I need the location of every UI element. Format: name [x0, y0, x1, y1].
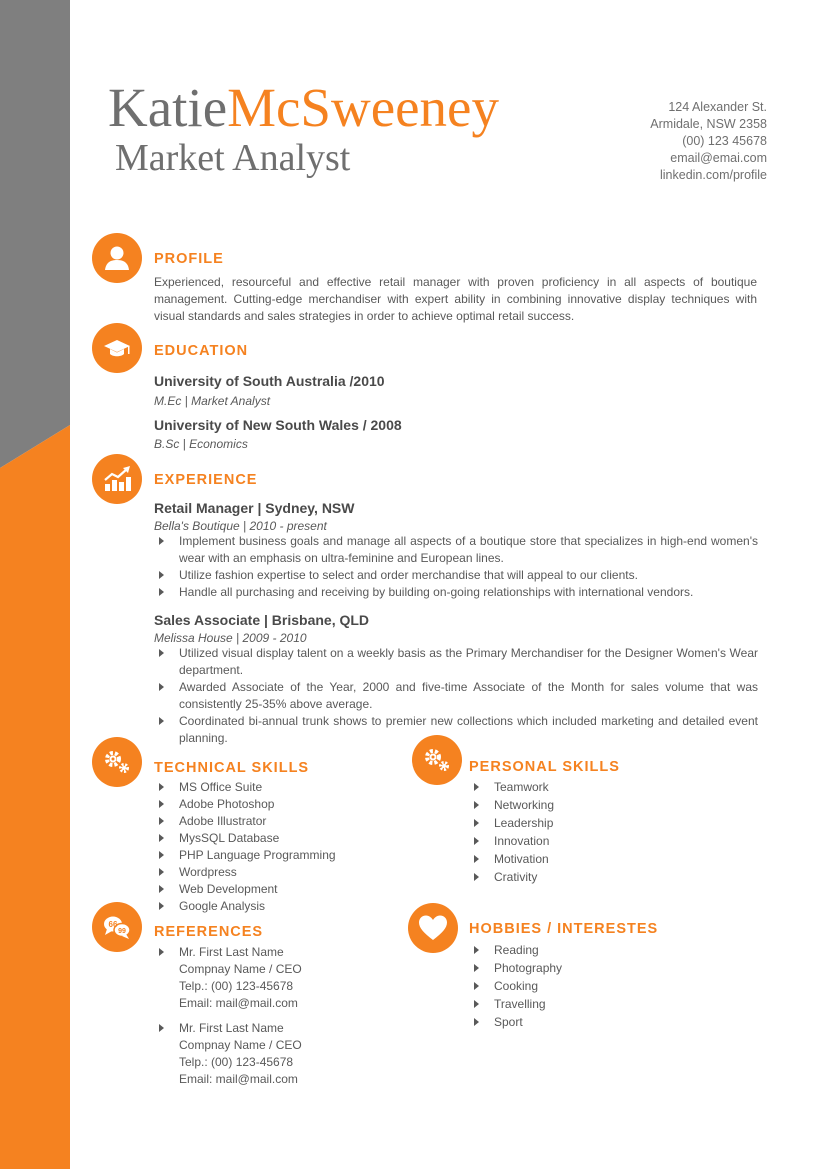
- svg-text:99: 99: [118, 928, 126, 935]
- job-company-2: Melissa House | 2009 - 2010: [154, 631, 307, 645]
- list-item: MysSQL Database: [154, 830, 394, 847]
- sidebar-decoration: [0, 0, 70, 1169]
- list-item: Crativity: [469, 869, 709, 886]
- gears-icon: [412, 735, 462, 785]
- reference-email-2: Email: mail@mail.com: [179, 1072, 298, 1086]
- personal-skills-heading: PERSONAL SKILLS: [469, 759, 620, 775]
- list-item: Reading: [469, 942, 709, 959]
- list-item: Utilize fashion expertise to select and order merchandise that will appeal to our clients.: [154, 567, 758, 584]
- contact-block: [650, 99, 767, 184]
- svg-text:66: 66: [108, 920, 118, 929]
- reference-phone-1: Telp.: (00) 123-45678: [179, 979, 294, 993]
- list-item: Utilized visual display talent on a weekly basis as the Primary Merchandiser for the Designer Women's Wear department.: [154, 645, 758, 679]
- list-item: Coordinated bi-annual trunk shows to premier new collections which included marketing and detailed event planning.: [154, 713, 758, 747]
- list-item: Motivation: [469, 851, 709, 868]
- reference-1: [154, 944, 394, 1012]
- hobbies-list: [469, 942, 709, 1031]
- profile-heading: PROFILE: [154, 251, 224, 267]
- candidate-name: [108, 78, 499, 138]
- list-item: Implement business goals and manage all aspects of a boutique store that specializes in high-end women's wear with an emphasis on ultra-feminine and European lines.: [154, 533, 758, 567]
- reference-name-1: Mr. First Last Name: [154, 944, 394, 961]
- reference-name-2: Mr. First Last Name: [154, 1020, 394, 1037]
- linkedin-link[interactable]: linkedin.com/profile: [660, 168, 767, 182]
- list-item: MS Office Suite: [154, 779, 394, 796]
- hobbies-heading: HOBBIES / INTERESTES: [469, 921, 659, 937]
- reference-company-1: Compnay Name / CEO: [179, 962, 302, 976]
- list-item: Teamwork: [469, 779, 709, 796]
- phone: (00) 123 45678: [682, 134, 767, 148]
- address-line1: 124 Alexander St.: [668, 100, 767, 114]
- list-item: Adobe Photoshop: [154, 796, 394, 813]
- reference-email-1: Email: mail@mail.com: [179, 996, 298, 1010]
- list-item: Travelling: [469, 996, 709, 1013]
- job-title-2: Sales Associate | Brisbane, QLD: [154, 612, 370, 628]
- experience-job-1: [154, 500, 758, 601]
- list-item: Leadership: [469, 815, 709, 832]
- list-item: Innovation: [469, 833, 709, 850]
- list-item: Google Analysis: [154, 898, 394, 915]
- experience-job-2: [154, 612, 758, 747]
- job-title: Market Analyst: [115, 137, 351, 179]
- first-name: Katie: [108, 77, 228, 138]
- job-company-1: Bella's Boutique | 2010 - present: [154, 519, 327, 533]
- references-heading: REFERENCES: [154, 924, 264, 940]
- gears-icon: [92, 737, 142, 787]
- list-item: Sport: [469, 1014, 709, 1031]
- list-item: Handle all purchasing and receiving by building on-going relationships with international vendors.: [154, 584, 758, 601]
- education-school-1: University of South Australia /2010: [154, 373, 385, 389]
- education-degree-1: M.Ec | Market Analyst: [154, 394, 271, 408]
- email-link[interactable]: email@emai.com: [670, 151, 767, 165]
- list-item: Web Development: [154, 881, 394, 898]
- list-item: Wordpress: [154, 864, 394, 881]
- user-icon: [92, 233, 142, 283]
- education-degree-2: B.Sc | Economics: [154, 437, 248, 451]
- quote-bubbles-icon: [92, 902, 142, 952]
- job-title-1: Retail Manager | Sydney, NSW: [154, 500, 355, 516]
- chart-growth-icon: [92, 454, 142, 504]
- education-heading: EDUCATION: [154, 343, 249, 359]
- experience-heading: EXPERIENCE: [154, 472, 258, 488]
- list-item: Cooking: [469, 978, 709, 995]
- list-item: Awarded Associate of the Year, 2000 and five-time Associate of the Month for sales volume that was consistently 25-35% above average.: [154, 679, 758, 713]
- reference-2: [154, 1020, 394, 1088]
- last-name: McSweeney: [227, 77, 499, 138]
- heart-icon: [408, 903, 458, 953]
- reference-phone-2: Telp.: (00) 123-45678: [179, 1055, 294, 1069]
- reference-company-2: Compnay Name / CEO: [179, 1038, 302, 1052]
- technical-skills-list: [154, 779, 394, 915]
- list-item: Photography: [469, 960, 709, 977]
- list-item: PHP Language Programming: [154, 847, 394, 864]
- list-item: Adobe Illustrator: [154, 813, 394, 830]
- address-line2: Armidale, NSW 2358: [650, 117, 767, 131]
- graduation-cap-icon: [92, 323, 142, 373]
- personal-skills-list: [469, 779, 709, 886]
- education-school-2: University of New South Wales / 2008: [154, 417, 402, 433]
- technical-skills-heading: TECHNICAL SKILLS: [154, 760, 310, 776]
- list-item: Networking: [469, 797, 709, 814]
- profile-text: Experienced, resourceful and effective retail manager with proven proficiency in all aspects of boutique management. Cutting-edge merchandiser with expert ability in combining innovative display techniques with visual standards and sales strategies in order to achieve optimal retail success.: [154, 275, 757, 323]
